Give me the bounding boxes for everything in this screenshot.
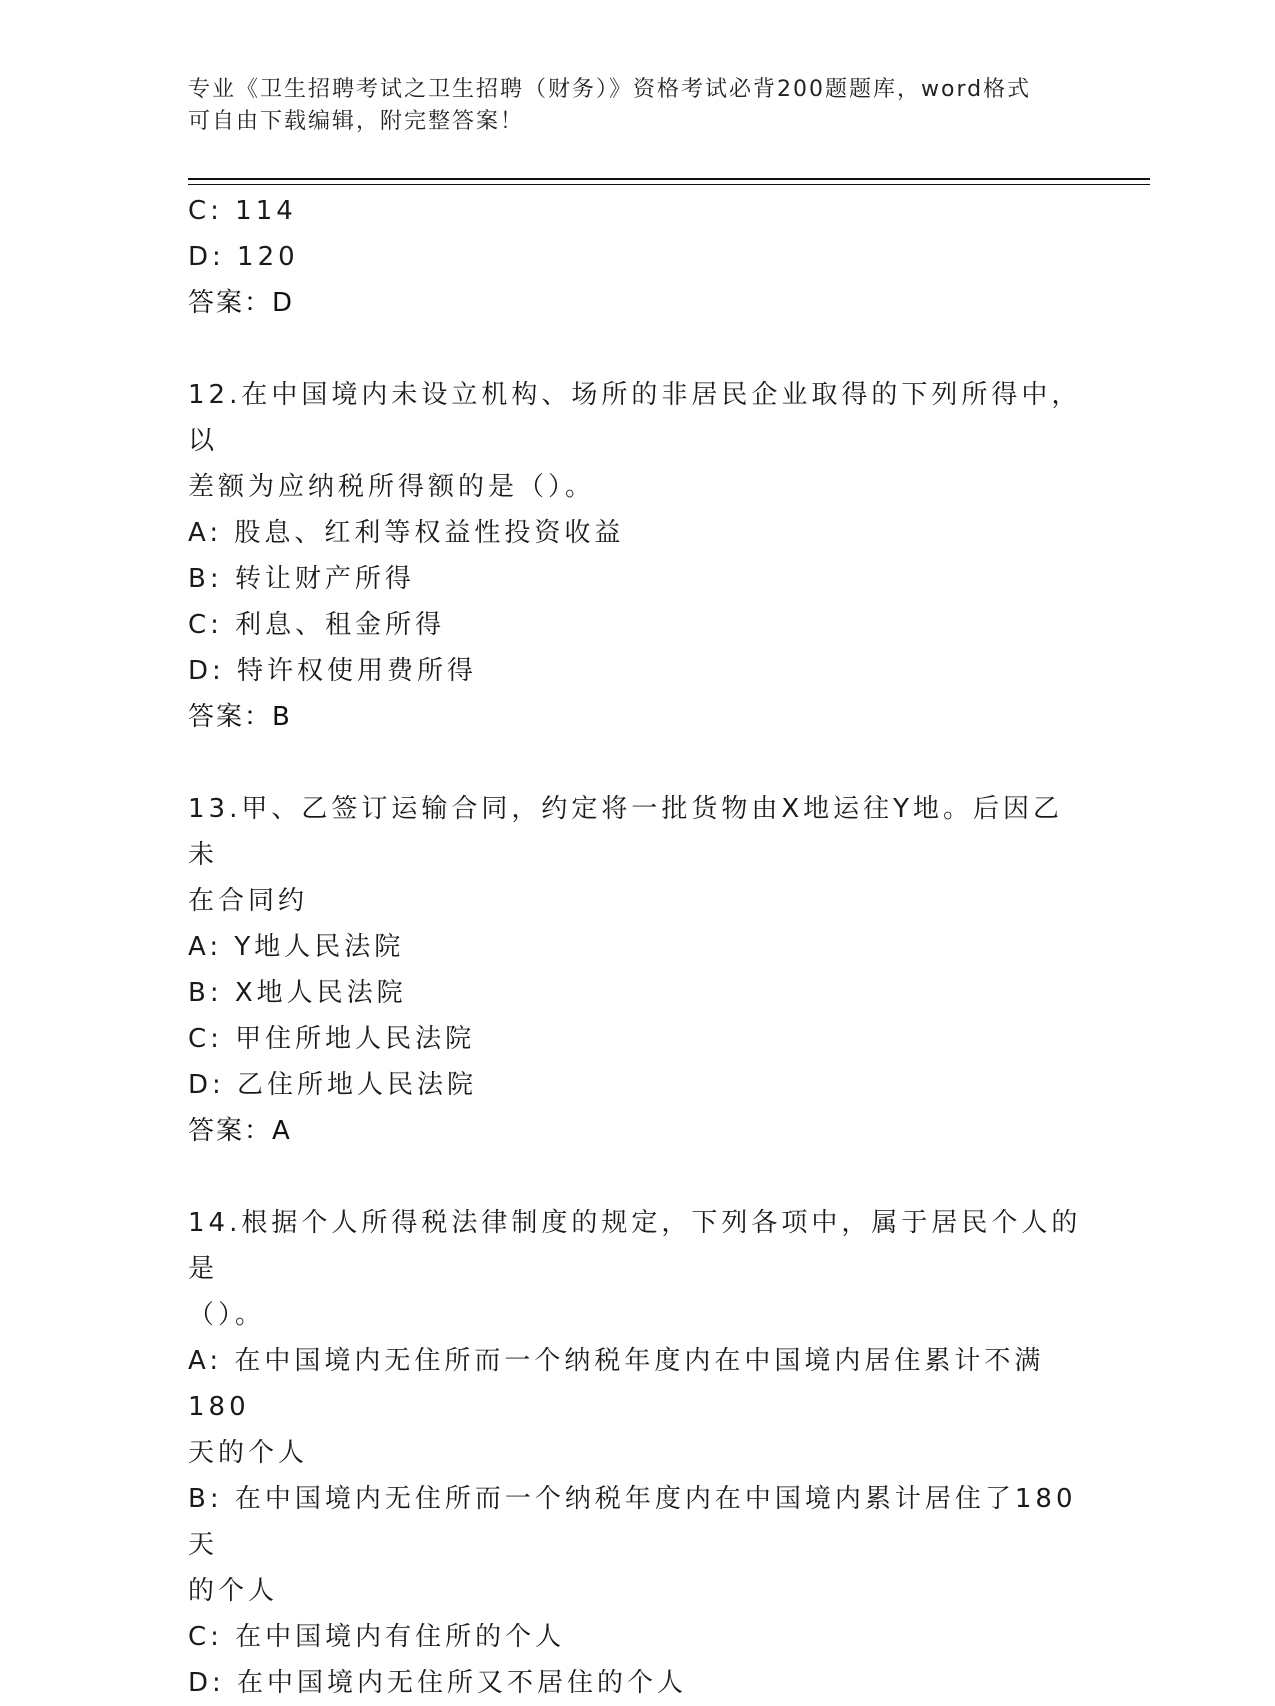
q12-answer: 答案：B [188,702,292,732]
q14-question-line-2: （）。 [188,1300,266,1330]
q13-answer: 答案：A [188,1116,292,1146]
question-11-block [188,188,1088,326]
q14-option-b-line-2: 的个人 [188,1576,279,1606]
spacer [188,740,1088,786]
q12-option-c: C: 利息、租金所得 [188,610,446,640]
spacer [188,1154,1088,1200]
q14-option-b-line-1: B: 在中国境内无住所而一个纳税年度内在中国境内累计居住了180天 [188,1484,1077,1560]
q13-question-line-2: 在合同约 [188,886,309,916]
q14-question-line-1: 14.根据个人所得税法律制度的规定，下列各项中，属于居民个人的是 [188,1208,1082,1284]
q13-option-c: C: 甲住所地人民法院 [188,1024,476,1054]
q14-option-c: C: 在中国境内有住所的个人 [188,1622,566,1652]
spacer [188,326,1088,372]
q11-option-d: D: 120 [188,242,299,272]
q12-question-line-1: 12.在中国境内未设立机构、场所的非居民企业取得的下列所得中，以 [188,380,1082,456]
header-rule-thin [188,184,1150,185]
document-header [188,74,1068,138]
question-13-block [188,786,1088,1154]
header-line-2: 可自由下载编辑，附完整答案！ [188,109,525,134]
q13-option-d: D: 乙住所地人民法院 [188,1070,478,1100]
q12-question-line-2: 差额为应纳税所得额的是（）。 [188,472,596,502]
q13-question-line-1: 13.甲、乙签订运输合同，约定将一批货物由X地运往Y地。后因乙未 [188,794,1064,870]
q12-option-b: B: 转让财产所得 [188,564,415,594]
question-12-block [188,372,1088,740]
q12-option-a: A: 股息、红利等权益性投资收益 [188,518,625,548]
header-line-1: 专业《卫生招聘考试之卫生招聘（财务）》资格考试必背200题题库，word格式 [188,77,1032,102]
q14-option-a-line-2: 天的个人 [188,1438,309,1468]
question-content [188,188,1088,1706]
q11-answer: 答案：D [188,288,295,318]
q12-option-d: D: 特许权使用费所得 [188,656,478,686]
q14-option-a-line-1: A: 在中国境内无住所而一个纳税年度内在中国境内居住累计不满180 [188,1346,1045,1422]
q11-option-c: C: 114 [188,196,297,226]
q13-option-a: A: Y地人民法院 [188,932,405,962]
q13-option-b: B: X地人民法院 [188,978,407,1008]
question-14-block [188,1200,1088,1706]
header-rule-thick [188,178,1150,180]
q14-option-d: D: 在中国境内无住所又不居住的个人 [188,1668,688,1698]
